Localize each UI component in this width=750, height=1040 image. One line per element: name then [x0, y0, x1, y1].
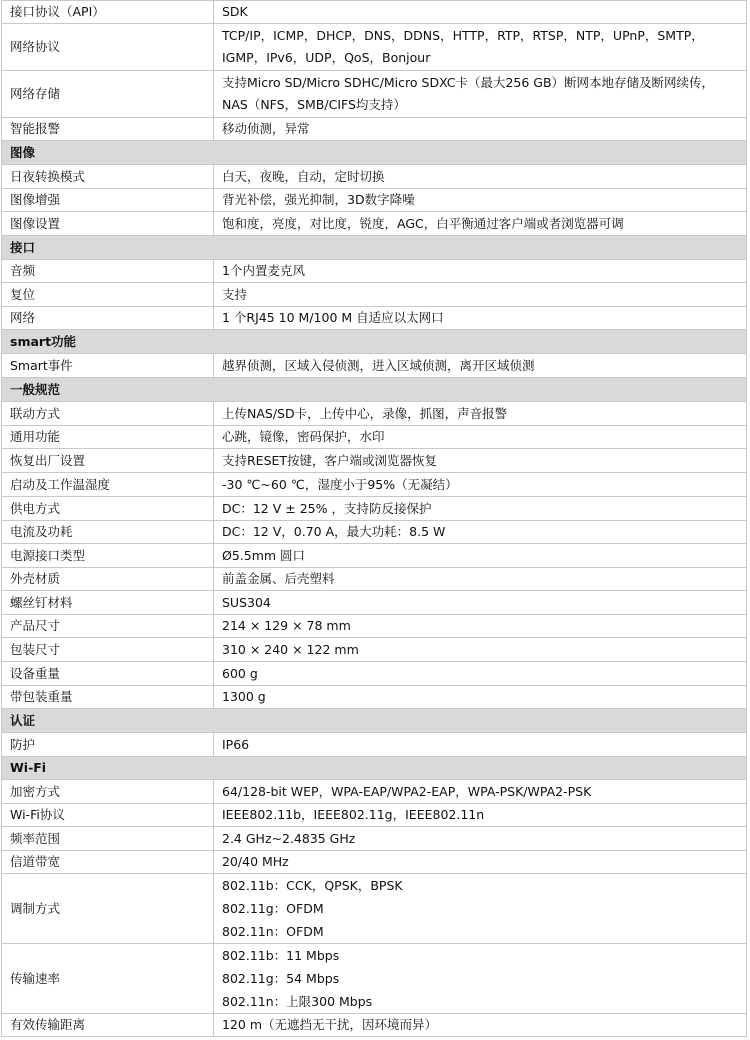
spec-row: [2, 780, 747, 804]
spec-label: 恢复出厂设置: [2, 449, 214, 473]
spec-value-line: 802.11g：54 Mbps: [222, 971, 340, 986]
spec-value: SUS304: [214, 591, 747, 615]
spec-value: 支持RESET按键，客户端或浏览器恢复: [214, 449, 747, 473]
spec-row: [2, 307, 747, 330]
spec-row: [2, 165, 747, 189]
spec-row: [2, 591, 747, 615]
spec-row: [2, 544, 747, 568]
spec-label: 智能报警: [2, 118, 214, 141]
spec-value-line: 802.11g：OFDM: [222, 901, 324, 916]
spec-value-line: 802.11n：OFDM: [222, 924, 324, 939]
spec-row: [2, 944, 747, 1014]
spec-row: [2, 24, 747, 71]
spec-label: 网络存储: [2, 71, 214, 118]
spec-row: [2, 260, 747, 283]
spec-value: -30 ℃~60 ℃，湿度小于95%（无凝结）: [214, 473, 747, 497]
spec-table: [1, 0, 747, 1037]
spec-label: 设备重量: [2, 662, 214, 686]
spec-label: 加密方式: [2, 780, 214, 804]
spec-value: 越界侦测，区域入侵侦测，进入区域侦测，离开区域侦测: [214, 354, 747, 378]
spec-label: 传输速率: [2, 944, 214, 1014]
section-header-row: [2, 709, 747, 733]
spec-value: 上传NAS/SD卡，上传中心，录像，抓图，声音报警: [214, 402, 747, 426]
spec-row: [2, 521, 747, 544]
spec-label: 网络: [2, 307, 214, 330]
spec-value: IP66: [214, 733, 747, 757]
spec-value: 前盖金属、后壳塑料: [214, 568, 747, 591]
spec-row: [2, 686, 747, 709]
spec-value-line: 802.11n：上限300 Mbps: [222, 994, 373, 1009]
spec-value: 饱和度，亮度，对比度，锐度，AGC，白平衡通过客户端或者浏览器可调: [214, 212, 747, 236]
spec-label: 音频: [2, 260, 214, 283]
spec-label: 通用功能: [2, 426, 214, 449]
spec-row: [2, 851, 747, 874]
section-header-row: [2, 378, 747, 402]
spec-value: 600 g: [214, 662, 747, 686]
spec-value: 支持: [214, 283, 747, 307]
spec-table-body: [2, 1, 747, 1037]
spec-row: [2, 1, 747, 24]
section-title: 认证: [2, 709, 747, 733]
spec-value: 310 × 240 × 122 mm: [214, 638, 747, 662]
spec-value: TCP/IP，ICMP，DHCP，DNS，DDNS，HTTP，RTP，RTSP，NTP，UPnP，SMTP，IGMP，IPv6，UDP，QoS，Bonjour: [214, 24, 747, 71]
spec-value: 2.4 GHz~2.4835 GHz: [214, 827, 747, 851]
spec-value: IEEE802.11b，IEEE802.11g，IEEE802.11n: [214, 804, 747, 827]
spec-label: 有效传输距离: [2, 1014, 214, 1037]
spec-row: [2, 874, 747, 944]
spec-label: 产品尺寸: [2, 615, 214, 638]
spec-row: [2, 354, 747, 378]
spec-value: [214, 944, 747, 1014]
spec-value: 背光补偿，强光抑制，3D数字降噪: [214, 189, 747, 212]
section-title: 图像: [2, 141, 747, 165]
spec-row: [2, 827, 747, 851]
spec-row: [2, 662, 747, 686]
spec-row: [2, 118, 747, 141]
spec-row: [2, 615, 747, 638]
section-title: 一般规范: [2, 378, 747, 402]
spec-label: 图像增强: [2, 189, 214, 212]
spec-value: 1个内置麦克风: [214, 260, 747, 283]
spec-value: 64/128-bit WEP，WPA-EAP/WPA2-EAP，WPA-PSK/WPA2-PSK: [214, 780, 747, 804]
spec-value: Ø5.5mm 圆口: [214, 544, 747, 568]
spec-label: 防护: [2, 733, 214, 757]
spec-value: 120 m（无遮挡无干扰，因环境而异）: [214, 1014, 747, 1037]
spec-row: [2, 71, 747, 118]
spec-label: 供电方式: [2, 497, 214, 521]
section-header-row: [2, 236, 747, 260]
spec-label: 日夜转换模式: [2, 165, 214, 189]
spec-value: 心跳，镜像，密码保护，水印: [214, 426, 747, 449]
spec-value: 移动侦测，异常: [214, 118, 747, 141]
spec-row: [2, 1014, 747, 1037]
spec-row: [2, 497, 747, 521]
spec-label: Wi-Fi协议: [2, 804, 214, 827]
spec-value: [214, 874, 747, 944]
spec-row: [2, 804, 747, 827]
spec-value: DC：12 V ± 25% ，支持防反接保护: [214, 497, 747, 521]
spec-value: 20/40 MHz: [214, 851, 747, 874]
spec-value: 支持Micro SD/Micro SDHC/Micro SDXC卡（最大256 GB）断网本地存储及断网续传，NAS（NFS，SMB/CIFS均支持）: [214, 71, 747, 118]
spec-row: [2, 449, 747, 473]
spec-row: [2, 402, 747, 426]
spec-value: 1300 g: [214, 686, 747, 709]
spec-value: DC：12 V，0.70 A，最大功耗：8.5 W: [214, 521, 747, 544]
spec-value: 214 × 129 × 78 mm: [214, 615, 747, 638]
spec-label: 电流及功耗: [2, 521, 214, 544]
spec-value: 1 个RJ45 10 M/100 M 自适应以太网口: [214, 307, 747, 330]
section-title: smart功能: [2, 330, 747, 354]
spec-row: [2, 473, 747, 497]
spec-label: 电源接口类型: [2, 544, 214, 568]
spec-label: 复位: [2, 283, 214, 307]
spec-label: Smart事件: [2, 354, 214, 378]
spec-label: 启动及工作温湿度: [2, 473, 214, 497]
spec-value: SDK: [214, 1, 747, 24]
spec-label: 网络协议: [2, 24, 214, 71]
spec-row: [2, 638, 747, 662]
spec-value-line: 802.11b：CCK，QPSK，BPSK: [222, 878, 403, 893]
spec-label: 带包装重量: [2, 686, 214, 709]
spec-row: [2, 189, 747, 212]
section-header-row: [2, 330, 747, 354]
spec-row: [2, 568, 747, 591]
spec-row: [2, 733, 747, 757]
spec-value-line: 802.11b：11 Mbps: [222, 948, 340, 963]
section-header-row: [2, 141, 747, 165]
spec-label: 联动方式: [2, 402, 214, 426]
spec-label: 调制方式: [2, 874, 214, 944]
spec-label: 频率范围: [2, 827, 214, 851]
spec-row: [2, 283, 747, 307]
section-title: 接口: [2, 236, 747, 260]
spec-row: [2, 426, 747, 449]
spec-row: [2, 212, 747, 236]
spec-label: 接口协议（API）: [2, 1, 214, 24]
spec-label: 信道带宽: [2, 851, 214, 874]
spec-label: 螺丝钉材料: [2, 591, 214, 615]
spec-label: 外壳材质: [2, 568, 214, 591]
section-header-row: [2, 757, 747, 780]
spec-label: 包装尺寸: [2, 638, 214, 662]
section-title: Wi-Fi: [2, 757, 747, 780]
spec-label: 图像设置: [2, 212, 214, 236]
spec-value: 白天，夜晚，自动，定时切换: [214, 165, 747, 189]
